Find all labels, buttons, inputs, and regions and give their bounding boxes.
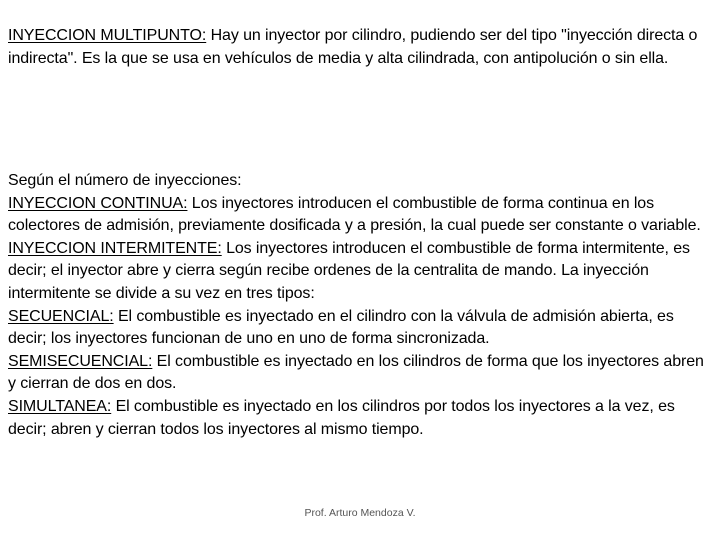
term-semisecuencial: SEMISECUENCIAL:: [8, 352, 153, 370]
section-heading: Según el número de inyecciones:: [8, 172, 242, 189]
definition-item-intermitente: [8, 238, 714, 306]
term-inyeccion-continua: INYECCION CONTINUA:: [8, 194, 188, 212]
definition-inyeccion-continua: Los inyectores introducen el combustible de forma continua en los colectores de admisión, previamente dosificada y a presión, la cual puede ser constante o variable.: [8, 194, 701, 235]
injection-types-section: [8, 170, 714, 441]
definition-inyeccion-intermitente: Los inyectores introducen el combustible de forma intermitente, es decir; el inyector abre y cierra según recibe ordenes de la centralita de mando. La inyección intermitente se divide a su vez en tres tipos:: [8, 239, 690, 302]
term-inyeccion-multipunto: INYECCION MULTIPUNTO:: [8, 27, 207, 44]
intro-paragraph: [8, 25, 714, 70]
term-simultanea: SIMULTANEA:: [8, 397, 112, 415]
definition-item-secuencial: [8, 306, 714, 351]
definition-simultanea: El combustible es inyectado en los cilindros por todos los inyectores a la vez, es decir; abren y cierran todos los inyectores al mismo tiempo.: [8, 397, 675, 438]
definition-item-simultanea: [8, 396, 714, 441]
term-secuencial: SECUENCIAL:: [8, 307, 114, 325]
footer-author: Prof. Arturo Mendoza V.: [304, 507, 416, 519]
definition-inyeccion-multipunto: Hay un inyector por cilindro, pudiendo ser del tipo "inyección directa o indirecta". Es la que se usa en vehículos de media y alta cilindrada, con antipolución o sin ella.: [8, 27, 698, 67]
definition-secuencial: El combustible es inyectado en el cilindro con la válvula de admisión abierta, es decir; los inyectores funcionan de uno en uno de forma sincronizada.: [8, 307, 674, 348]
definition-semisecuencial: El combustible es inyectado en los cilindros de forma que los inyectores abren y cierran de dos en dos.: [8, 352, 704, 393]
definition-item-semisecuencial: [8, 351, 714, 396]
definition-item-continua: [8, 193, 714, 238]
term-inyeccion-intermitente: INYECCION INTERMITENTE:: [8, 239, 222, 257]
